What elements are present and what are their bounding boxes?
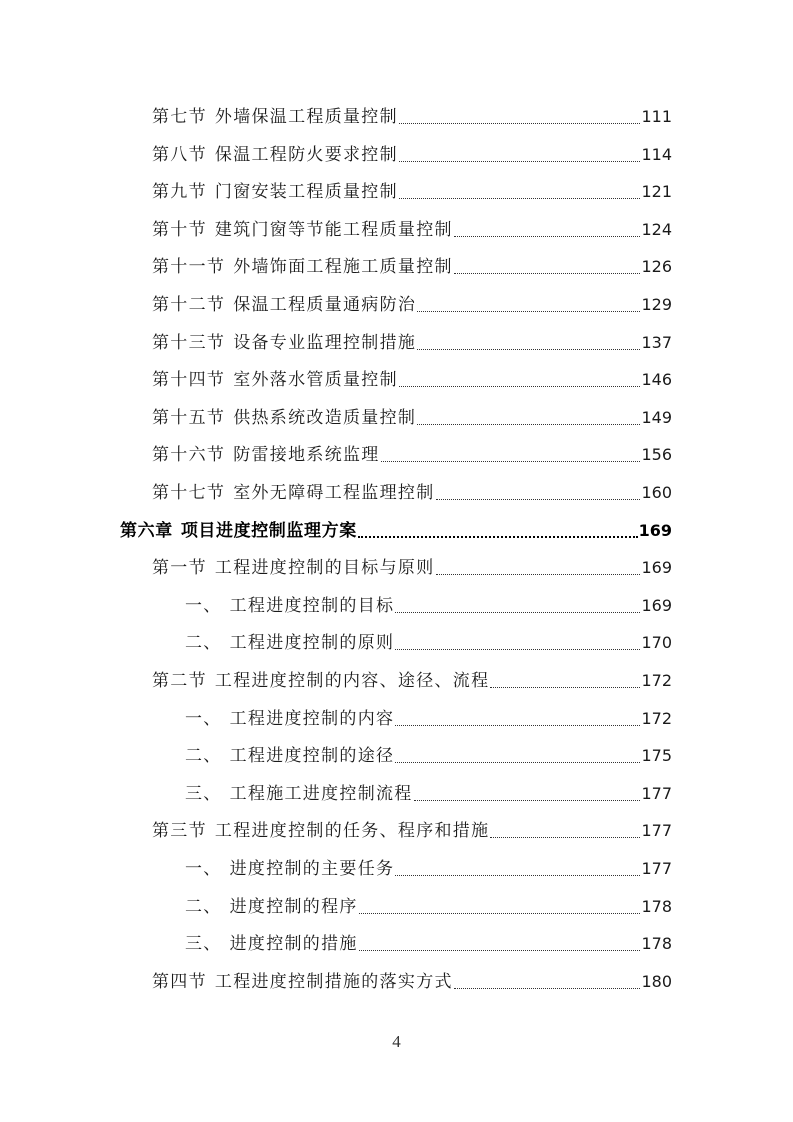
toc-entry[interactable] xyxy=(152,177,672,207)
leader-dots xyxy=(395,741,640,771)
toc-entry-prefix: 第一节 xyxy=(152,558,207,579)
toc-entry-title: 工程进度控制的目标与原则 xyxy=(214,558,435,579)
toc-entry-title: 建筑门窗等节能工程质量控制 xyxy=(214,219,453,240)
leader-dots xyxy=(414,779,641,809)
toc-entry-page: 149 xyxy=(641,407,672,427)
leader-dots xyxy=(436,478,641,508)
toc-subentry[interactable] xyxy=(185,741,672,771)
leader-dots xyxy=(395,628,640,658)
toc-entry-page: 156 xyxy=(641,445,672,465)
page-number: 4 xyxy=(392,1032,401,1051)
toc-entry-prefix: 第十五节 xyxy=(152,407,226,428)
toc-entry-page: 169 xyxy=(641,595,672,615)
toc-entry-page: 111 xyxy=(641,107,672,126)
toc-entry-prefix: 第三节 xyxy=(152,821,207,842)
leader-dots xyxy=(490,816,640,846)
toc-entry-page: 178 xyxy=(641,896,672,916)
toc-entry-page: 177 xyxy=(641,821,672,841)
toc-subentry[interactable] xyxy=(185,779,672,809)
toc-subentry[interactable] xyxy=(185,628,672,658)
toc-entry-prefix: 三、 xyxy=(185,783,222,804)
toc-entry-prefix: 二、 xyxy=(185,896,222,917)
toc-entry-prefix: 三、 xyxy=(185,934,222,955)
toc-entry-title: 工程进度控制的任务、程序和措施 xyxy=(214,821,490,842)
leader-dots xyxy=(395,704,640,734)
toc-entry-title: 项目进度控制监理方案 xyxy=(180,520,357,541)
toc-entry-page: 160 xyxy=(641,483,672,502)
toc-entry-prefix: 第十二节 xyxy=(152,295,226,315)
toc-entry-title: 工程进度控制的途径 xyxy=(229,746,395,767)
toc-entry-prefix: 第十四节 xyxy=(152,370,226,391)
toc-entry[interactable] xyxy=(152,403,672,433)
leader-dots xyxy=(381,440,641,470)
toc-entry-title: 工程进度控制的内容 xyxy=(229,708,395,729)
toc-entry-page: 175 xyxy=(641,746,672,766)
toc-entry-page: 114 xyxy=(641,144,672,164)
toc-entry-prefix: 第十节 xyxy=(152,219,207,240)
toc-entry-title: 外墙饰面工程施工质量控制 xyxy=(233,257,453,278)
toc-entry-page: 126 xyxy=(641,257,672,277)
toc-entry-page: 178 xyxy=(641,934,672,954)
toc-entry-page: 169 xyxy=(638,520,672,540)
leader-dots xyxy=(454,215,641,245)
toc-subentry[interactable] xyxy=(185,929,672,959)
toc-entry-page: 129 xyxy=(641,295,672,314)
toc-entry-title: 防雷接地系统监理 xyxy=(233,445,380,466)
leader-dots xyxy=(399,102,641,132)
leader-dots xyxy=(454,967,641,997)
toc-entry-page: 124 xyxy=(641,219,672,239)
toc-entry-title: 工程施工进度控制流程 xyxy=(229,783,413,804)
toc-entry[interactable] xyxy=(152,102,672,132)
toc-entry-prefix: 第四节 xyxy=(152,971,207,992)
toc-entry-page: 177 xyxy=(641,859,672,878)
leader-dots xyxy=(417,290,640,320)
toc-entry-page: 121 xyxy=(641,182,672,202)
toc-entry-title: 室外无障碍工程监理控制 xyxy=(233,483,435,503)
toc-entry-page: 180 xyxy=(641,971,672,991)
toc-entry-page: 172 xyxy=(641,708,672,728)
toc-entry-page: 146 xyxy=(641,370,672,390)
toc-entry-title: 供热系统改造质量控制 xyxy=(233,407,417,428)
toc-entry[interactable] xyxy=(152,365,672,395)
toc-entry-title: 设备专业监理控制措施 xyxy=(233,332,417,353)
toc-entry-prefix: 二、 xyxy=(185,746,222,767)
toc-entry-prefix: 第八节 xyxy=(152,144,207,165)
toc-entry[interactable] xyxy=(152,140,672,170)
toc-entry-prefix: 第九节 xyxy=(152,182,207,203)
toc-entry-prefix: 一、 xyxy=(185,859,222,879)
toc-entry-prefix: 第七节 xyxy=(152,107,207,127)
toc-entry-page: 172 xyxy=(641,671,672,690)
toc-entry-prefix: 第六章 xyxy=(120,520,173,541)
leader-dots xyxy=(359,929,641,959)
toc-entry-prefix: 第二节 xyxy=(152,671,207,691)
toc-entry-title: 保温工程质量通病防治 xyxy=(233,295,417,315)
toc-entry[interactable] xyxy=(152,215,672,245)
leader-dots xyxy=(359,892,641,922)
toc-entry-title: 外墙保温工程质量控制 xyxy=(214,107,398,127)
toc-entry-title: 保温工程防火要求控制 xyxy=(214,144,398,165)
leader-dots xyxy=(395,854,640,884)
leader-dots xyxy=(358,516,638,546)
toc-entry-page: 169 xyxy=(641,558,672,578)
toc-entry[interactable] xyxy=(152,816,672,846)
toc-entry[interactable] xyxy=(152,290,672,320)
toc-entry-prefix: 第十七节 xyxy=(152,483,226,503)
leader-dots xyxy=(417,403,640,433)
toc-entry-prefix: 一、 xyxy=(185,595,222,616)
toc-chapter-entry[interactable] xyxy=(120,516,672,546)
toc-entry[interactable] xyxy=(152,967,672,997)
toc-entry-title: 进度控制的程序 xyxy=(229,896,358,917)
toc-subentry[interactable] xyxy=(185,591,672,621)
toc-entry-title: 工程进度控制措施的落实方式 xyxy=(214,971,453,992)
toc-entry-title: 工程进度控制的内容、途径、流程 xyxy=(214,671,490,691)
toc-entry[interactable] xyxy=(152,440,672,470)
toc-entry-prefix: 第十六节 xyxy=(152,445,226,466)
leader-dots xyxy=(399,177,641,207)
toc-entry-title: 室外落水管质量控制 xyxy=(233,370,398,391)
toc-entry-title: 进度控制的主要任务 xyxy=(229,859,395,879)
leader-dots xyxy=(395,591,640,621)
leader-dots xyxy=(490,666,640,696)
toc-entry[interactable] xyxy=(152,553,672,583)
toc-entry[interactable] xyxy=(152,328,672,358)
toc-entry-page: 137 xyxy=(641,332,672,352)
toc-entry-page: 177 xyxy=(641,783,672,803)
leader-dots xyxy=(436,553,641,583)
toc-entry-prefix: 二、 xyxy=(185,633,222,654)
toc-entry-title: 进度控制的措施 xyxy=(229,934,358,955)
leader-dots xyxy=(454,252,641,282)
toc-entry[interactable] xyxy=(152,252,672,282)
toc-subentry[interactable] xyxy=(185,854,672,884)
leader-dots xyxy=(399,365,641,395)
leader-dots xyxy=(399,140,641,170)
toc-subentry[interactable] xyxy=(185,704,672,734)
toc-subentry[interactable] xyxy=(185,892,672,922)
toc-entry-page: 170 xyxy=(641,633,672,653)
toc-entry[interactable] xyxy=(152,666,672,696)
toc-entry-title: 门窗安装工程质量控制 xyxy=(214,182,398,203)
toc-entry[interactable] xyxy=(152,478,672,508)
toc-entry-prefix: 第十一节 xyxy=(152,257,226,278)
toc-entry-title: 工程进度控制的原则 xyxy=(229,633,395,654)
toc-entry-title: 工程进度控制的目标 xyxy=(229,595,395,616)
leader-dots xyxy=(417,328,640,358)
toc-entry-prefix: 第十三节 xyxy=(152,332,226,353)
toc-entry-prefix: 一、 xyxy=(185,708,222,729)
